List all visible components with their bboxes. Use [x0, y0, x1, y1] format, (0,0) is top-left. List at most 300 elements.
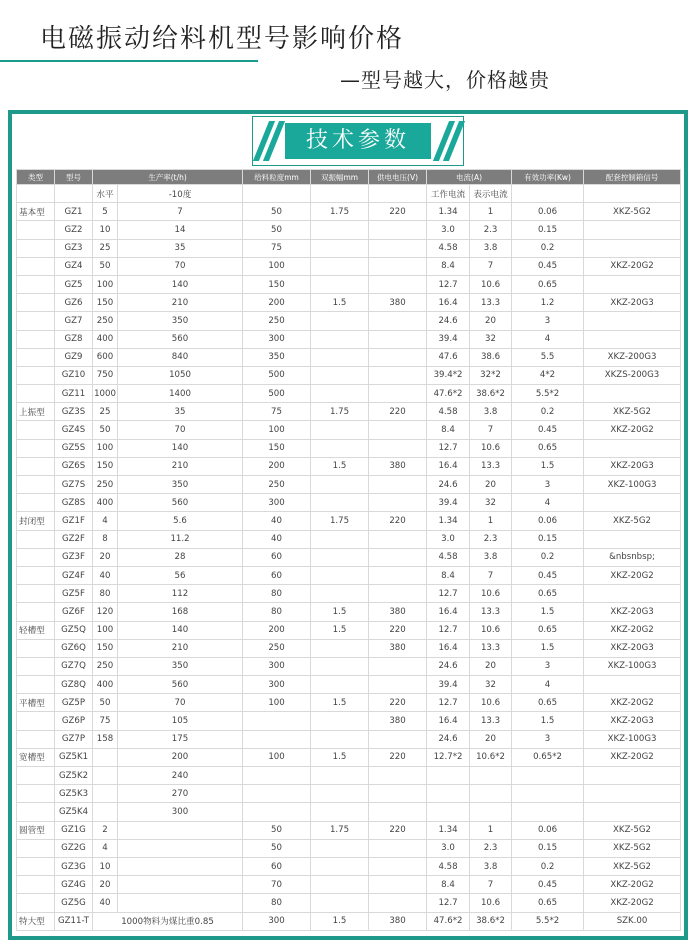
- table-cell: XKZ-20G3: [584, 639, 681, 657]
- table-subheader-row: [17, 185, 681, 203]
- table-cell: 13.3: [470, 712, 512, 730]
- table-cell: 0.06: [512, 512, 584, 530]
- row-type-cell: [17, 785, 55, 803]
- table-cell: 12.7: [427, 585, 470, 603]
- header-cell: 生产率(t/h): [93, 170, 243, 185]
- table-cell: 3: [512, 312, 584, 330]
- table-cell: 24.6: [427, 476, 470, 494]
- page-subtitle: —型号越大，价格越贵: [340, 68, 550, 92]
- table-cell: 11.2: [118, 530, 243, 548]
- model-cell: GZ5K4: [55, 803, 93, 821]
- table-cell: 38.6*2: [470, 385, 512, 403]
- table-cell: XKZ-20G2: [584, 421, 681, 439]
- table-cell: [243, 803, 311, 821]
- table-cell: -10度: [118, 185, 243, 203]
- header-cell: 有效功率(Kw): [512, 170, 584, 185]
- table-cell: [369, 894, 427, 912]
- table-cell: 75: [243, 403, 311, 421]
- table-cell: 5.5: [512, 348, 584, 366]
- table-cell: 24.6: [427, 730, 470, 748]
- table-cell: [311, 312, 369, 330]
- table-cell: 0.06: [512, 203, 584, 221]
- table-cell: 24.6: [427, 657, 470, 675]
- table-cell: 0.65*2: [512, 748, 584, 766]
- model-cell: GZ2F: [55, 530, 93, 548]
- table-cell: [311, 712, 369, 730]
- table-cell: 2.3: [470, 530, 512, 548]
- table-cell: 250: [93, 312, 118, 330]
- spec-frame: [8, 110, 688, 940]
- table-cell: [311, 421, 369, 439]
- table-cell: 20: [470, 657, 512, 675]
- model-cell: GZ4F: [55, 566, 93, 584]
- table-cell: 840: [118, 348, 243, 366]
- table-cell: [512, 767, 584, 785]
- model-cell: GZ5S: [55, 439, 93, 457]
- table-cell: 35: [118, 403, 243, 421]
- table-cell: [118, 857, 243, 875]
- table-cell: 8.4: [427, 257, 470, 275]
- table-cell: [311, 548, 369, 566]
- table-cell: XKZ-20G3: [584, 294, 681, 312]
- table-cell: 50: [93, 694, 118, 712]
- table-cell: 32: [470, 494, 512, 512]
- table-cell: 1.75: [311, 203, 369, 221]
- table-cell: 10.6: [470, 439, 512, 457]
- table-row: [17, 785, 681, 803]
- table-cell: XKZ-20G2: [584, 894, 681, 912]
- table-cell: 250: [243, 476, 311, 494]
- table-cell: 10.6: [470, 275, 512, 293]
- table-row: [17, 621, 681, 639]
- table-row: [17, 839, 681, 857]
- table-cell: 0.2: [512, 857, 584, 875]
- table-cell: [584, 803, 681, 821]
- table-cell: 70: [243, 876, 311, 894]
- model-cell: GZ7P: [55, 730, 93, 748]
- table-row: [17, 566, 681, 584]
- row-type-cell: [17, 839, 55, 857]
- table-cell: [311, 803, 369, 821]
- table-cell: 16.4: [427, 294, 470, 312]
- table-cell: [311, 439, 369, 457]
- table-cell: 8.4: [427, 421, 470, 439]
- table-cell: 35: [118, 239, 243, 257]
- table-cell: 1.5: [311, 621, 369, 639]
- table-cell: 50: [93, 421, 118, 439]
- header-cell: 双振幅mm: [311, 170, 369, 185]
- table-row: [17, 803, 681, 821]
- row-type-cell: [17, 876, 55, 894]
- table-cell: 400: [93, 330, 118, 348]
- table-cell: 0.06: [512, 821, 584, 839]
- model-cell: GZ5P: [55, 694, 93, 712]
- model-cell: GZ4G: [55, 876, 93, 894]
- table-cell: [369, 730, 427, 748]
- table-cell: 350: [118, 312, 243, 330]
- table-cell: 水平: [93, 185, 118, 203]
- table-cell: [311, 894, 369, 912]
- table-cell: [584, 221, 681, 239]
- row-type-cell: 宽槽型: [17, 748, 55, 766]
- table-cell: 3.8: [470, 239, 512, 257]
- table-row: [17, 221, 681, 239]
- table-cell: 8.4: [427, 876, 470, 894]
- table-row: [17, 748, 681, 766]
- table-cell: 2.3: [470, 221, 512, 239]
- row-type-cell: [17, 857, 55, 875]
- table-cell: 380: [369, 912, 427, 930]
- table-cell: [243, 785, 311, 803]
- table-cell: 0.65: [512, 275, 584, 293]
- table-cell: 750: [93, 366, 118, 384]
- table-cell: 7: [470, 876, 512, 894]
- table-cell: 4: [512, 330, 584, 348]
- table-cell: 0.45: [512, 566, 584, 584]
- table-cell: [369, 185, 427, 203]
- table-cell: [93, 767, 118, 785]
- row-type-cell: [17, 385, 55, 403]
- table-cell: 8: [93, 530, 118, 548]
- table-cell: 80: [93, 585, 118, 603]
- table-cell: [311, 221, 369, 239]
- table-cell: 40: [243, 530, 311, 548]
- table-cell: 20: [470, 312, 512, 330]
- table-cell: 210: [118, 457, 243, 475]
- table-cell: 140: [118, 275, 243, 293]
- table-cell: [584, 330, 681, 348]
- table-cell: 10.6: [470, 694, 512, 712]
- table-cell: 1.5: [311, 748, 369, 766]
- table-cell: 75: [243, 239, 311, 257]
- table-cell: [369, 857, 427, 875]
- table-cell: 1: [470, 512, 512, 530]
- table-cell: [55, 185, 93, 203]
- table-cell: 13.3: [470, 603, 512, 621]
- model-cell: GZ7S: [55, 476, 93, 494]
- table-row: [17, 257, 681, 275]
- header-cell: 电流(A): [427, 170, 512, 185]
- row-type-cell: [17, 767, 55, 785]
- row-type-cell: [17, 275, 55, 293]
- table-cell: 4*2: [512, 366, 584, 384]
- table-cell: 50: [243, 821, 311, 839]
- table-cell: [427, 803, 470, 821]
- table-cell: 250: [243, 639, 311, 657]
- table-cell: [118, 876, 243, 894]
- table-cell: 4.58: [427, 857, 470, 875]
- table-cell: 32: [470, 676, 512, 694]
- table-cell: [311, 839, 369, 857]
- table-cell: 12.7: [427, 894, 470, 912]
- table-cell: 270: [118, 785, 243, 803]
- row-type-cell: [17, 312, 55, 330]
- table-cell: 20: [93, 876, 118, 894]
- table-cell: [427, 785, 470, 803]
- row-type-cell: [17, 457, 55, 475]
- table-cell: [118, 839, 243, 857]
- table-cell: &nbsnbsp;: [584, 548, 681, 566]
- table-cell: 4: [512, 494, 584, 512]
- table-cell: [584, 530, 681, 548]
- table-cell: 24.6: [427, 312, 470, 330]
- table-cell: 120: [93, 603, 118, 621]
- table-row: [17, 676, 681, 694]
- table-cell: 38.6*2: [470, 912, 512, 930]
- table-cell: 10.6*2: [470, 748, 512, 766]
- table-cell: 0.15: [512, 530, 584, 548]
- header-cell: 型号: [55, 170, 93, 185]
- table-cell: 380: [369, 457, 427, 475]
- table-cell: 220: [369, 621, 427, 639]
- table-cell: 60: [243, 548, 311, 566]
- table-row: [17, 203, 681, 221]
- table-cell: XKZ-20G2: [584, 748, 681, 766]
- table-cell: 3.0: [427, 221, 470, 239]
- table-cell: XKZ-20G2: [584, 621, 681, 639]
- table-cell: [584, 185, 681, 203]
- table-cell: 14: [118, 221, 243, 239]
- table-cell: 32: [470, 330, 512, 348]
- table-row: [17, 712, 681, 730]
- table-cell: [93, 748, 118, 766]
- table-cell: XKZ-5G2: [584, 839, 681, 857]
- table-cell: 7: [470, 257, 512, 275]
- table-cell: 210: [118, 639, 243, 657]
- table-cell: [369, 476, 427, 494]
- model-cell: GZ1: [55, 203, 93, 221]
- table-cell: 4.58: [427, 239, 470, 257]
- table-cell: XKZ-20G2: [584, 566, 681, 584]
- model-cell: GZ1F: [55, 512, 93, 530]
- table-cell: 47.6: [427, 348, 470, 366]
- table-cell: [311, 185, 369, 203]
- table-cell: [369, 221, 427, 239]
- table-cell: 0.65: [512, 894, 584, 912]
- table-cell: [311, 257, 369, 275]
- row-type-cell: 上振型: [17, 403, 55, 421]
- table-cell: [369, 803, 427, 821]
- table-cell: 32*2: [470, 366, 512, 384]
- table-cell: 47.6*2: [427, 385, 470, 403]
- model-cell: GZ2: [55, 221, 93, 239]
- table-cell: 300: [243, 676, 311, 694]
- table-cell: XKZ-200G3: [584, 348, 681, 366]
- table-row: [17, 857, 681, 875]
- table-row: [17, 585, 681, 603]
- model-cell: GZ2G: [55, 839, 93, 857]
- table-cell: [311, 730, 369, 748]
- table-cell: [311, 476, 369, 494]
- table-cell: 1400: [118, 385, 243, 403]
- table-cell: 150: [93, 639, 118, 657]
- table-cell: 12.7: [427, 275, 470, 293]
- row-type-cell: [17, 294, 55, 312]
- page-header: [0, 0, 700, 100]
- table-cell: 200: [243, 621, 311, 639]
- table-cell: [369, 566, 427, 584]
- model-cell: GZ3G: [55, 857, 93, 875]
- table-row: [17, 457, 681, 475]
- table-cell: XKZ-5G2: [584, 821, 681, 839]
- table-cell: [243, 730, 311, 748]
- row-type-cell: [17, 712, 55, 730]
- table-cell: [369, 312, 427, 330]
- table-cell: 220: [369, 748, 427, 766]
- table-cell: 3.0: [427, 530, 470, 548]
- table-cell: [369, 366, 427, 384]
- model-cell: GZ3F: [55, 548, 93, 566]
- table-cell: [369, 348, 427, 366]
- table-cell: [369, 494, 427, 512]
- table-cell: 1.75: [311, 821, 369, 839]
- table-cell: 1: [470, 203, 512, 221]
- row-type-cell: [17, 421, 55, 439]
- table-cell: 25: [93, 403, 118, 421]
- table-cell: [311, 876, 369, 894]
- table-cell: 20: [470, 730, 512, 748]
- table-cell: [311, 239, 369, 257]
- table-cell: [311, 366, 369, 384]
- row-type-cell: [17, 603, 55, 621]
- table-cell: 400: [93, 676, 118, 694]
- table-cell: 100: [93, 439, 118, 457]
- table-cell: 10: [93, 857, 118, 875]
- table-cell: 3.0: [427, 839, 470, 857]
- header-cell: 配套控制箱信号: [584, 170, 681, 185]
- model-cell: GZ3: [55, 239, 93, 257]
- table-cell: 4: [512, 676, 584, 694]
- table-cell: [369, 839, 427, 857]
- table-cell: [243, 767, 311, 785]
- table-cell: [311, 385, 369, 403]
- table-cell: 3: [512, 476, 584, 494]
- table-cell: 0.2: [512, 239, 584, 257]
- table-cell: 140: [118, 621, 243, 639]
- table-cell: 100: [243, 421, 311, 439]
- table-row: [17, 312, 681, 330]
- table-cell: 1.5: [311, 694, 369, 712]
- table-cell: 200: [243, 294, 311, 312]
- table-cell: 20: [470, 476, 512, 494]
- table-cell: 1.2: [512, 294, 584, 312]
- table-cell: [311, 530, 369, 548]
- table-cell: [311, 330, 369, 348]
- table-row: [17, 603, 681, 621]
- table-cell: 150: [243, 439, 311, 457]
- header-cell: 给料粒度mm: [243, 170, 311, 185]
- row-type-cell: [17, 657, 55, 675]
- table-row: [17, 730, 681, 748]
- table-cell: 2.3: [470, 839, 512, 857]
- table-cell: 3.8: [470, 403, 512, 421]
- model-cell: GZ5G: [55, 894, 93, 912]
- table-row: [17, 476, 681, 494]
- table-cell: 25: [93, 239, 118, 257]
- table-cell: [369, 439, 427, 457]
- table-cell: 1.5: [311, 603, 369, 621]
- table-cell: 70: [118, 257, 243, 275]
- table-cell: 0.65: [512, 439, 584, 457]
- table-cell: 1.5: [311, 457, 369, 475]
- table-cell: 13.3: [470, 294, 512, 312]
- table-cell: 350: [243, 348, 311, 366]
- table-cell: [584, 676, 681, 694]
- table-cell: XKZ-20G3: [584, 603, 681, 621]
- table-cell: 1: [470, 821, 512, 839]
- table-cell: [369, 385, 427, 403]
- table-cell: 158: [93, 730, 118, 748]
- row-type-cell: [17, 494, 55, 512]
- table-cell: 300: [118, 803, 243, 821]
- table-cell: 220: [369, 512, 427, 530]
- table-cell: 300: [243, 657, 311, 675]
- table-cell: 300: [243, 330, 311, 348]
- table-cell: 38.6: [470, 348, 512, 366]
- table-cell: 20: [93, 548, 118, 566]
- table-cell: [311, 857, 369, 875]
- table-cell: 350: [118, 657, 243, 675]
- table-cell: [93, 803, 118, 821]
- model-cell: GZ3S: [55, 403, 93, 421]
- table-cell: 16.4: [427, 712, 470, 730]
- row-type-cell: [17, 348, 55, 366]
- row-type-cell: [17, 730, 55, 748]
- table-cell: 0.65: [512, 585, 584, 603]
- table-cell: [311, 585, 369, 603]
- table-cell: 560: [118, 330, 243, 348]
- table-cell: 100: [93, 275, 118, 293]
- table-cell: [17, 185, 55, 203]
- table-cell: 70: [118, 421, 243, 439]
- header-cell: 类型: [17, 170, 55, 185]
- row-type-cell: [17, 566, 55, 584]
- row-type-cell: [17, 239, 55, 257]
- row-type-cell: 封闭型: [17, 512, 55, 530]
- table-cell: [118, 894, 243, 912]
- table-row-special: [17, 912, 681, 930]
- table-cell: [584, 785, 681, 803]
- table-cell: 100: [243, 694, 311, 712]
- table-cell: [584, 275, 681, 293]
- table-cell: 16.4: [427, 457, 470, 475]
- row-type-cell: 基本型: [17, 203, 55, 221]
- table-cell: 560: [118, 494, 243, 512]
- table-row: [17, 530, 681, 548]
- title-divider: [0, 60, 258, 62]
- table-cell: 0.65: [512, 621, 584, 639]
- table-cell: 1.75: [311, 403, 369, 421]
- table-cell: [311, 785, 369, 803]
- table-cell: 5.5*2: [512, 912, 584, 930]
- table-cell: 28: [118, 548, 243, 566]
- table-cell: 3.8: [470, 548, 512, 566]
- table-cell: 250: [93, 476, 118, 494]
- table-header-row: [17, 170, 681, 185]
- table-cell: [311, 494, 369, 512]
- model-cell: GZ6Q: [55, 639, 93, 657]
- table-cell: XKZ-5G2: [584, 203, 681, 221]
- table-row: [17, 639, 681, 657]
- table-row: [17, 421, 681, 439]
- table-cell: 1050: [118, 366, 243, 384]
- table-cell: 4: [93, 839, 118, 857]
- table-cell: 380: [369, 712, 427, 730]
- table-cell: [369, 257, 427, 275]
- table-cell: [369, 330, 427, 348]
- table-cell: 5.6: [118, 512, 243, 530]
- table-cell: 1.5: [311, 912, 369, 930]
